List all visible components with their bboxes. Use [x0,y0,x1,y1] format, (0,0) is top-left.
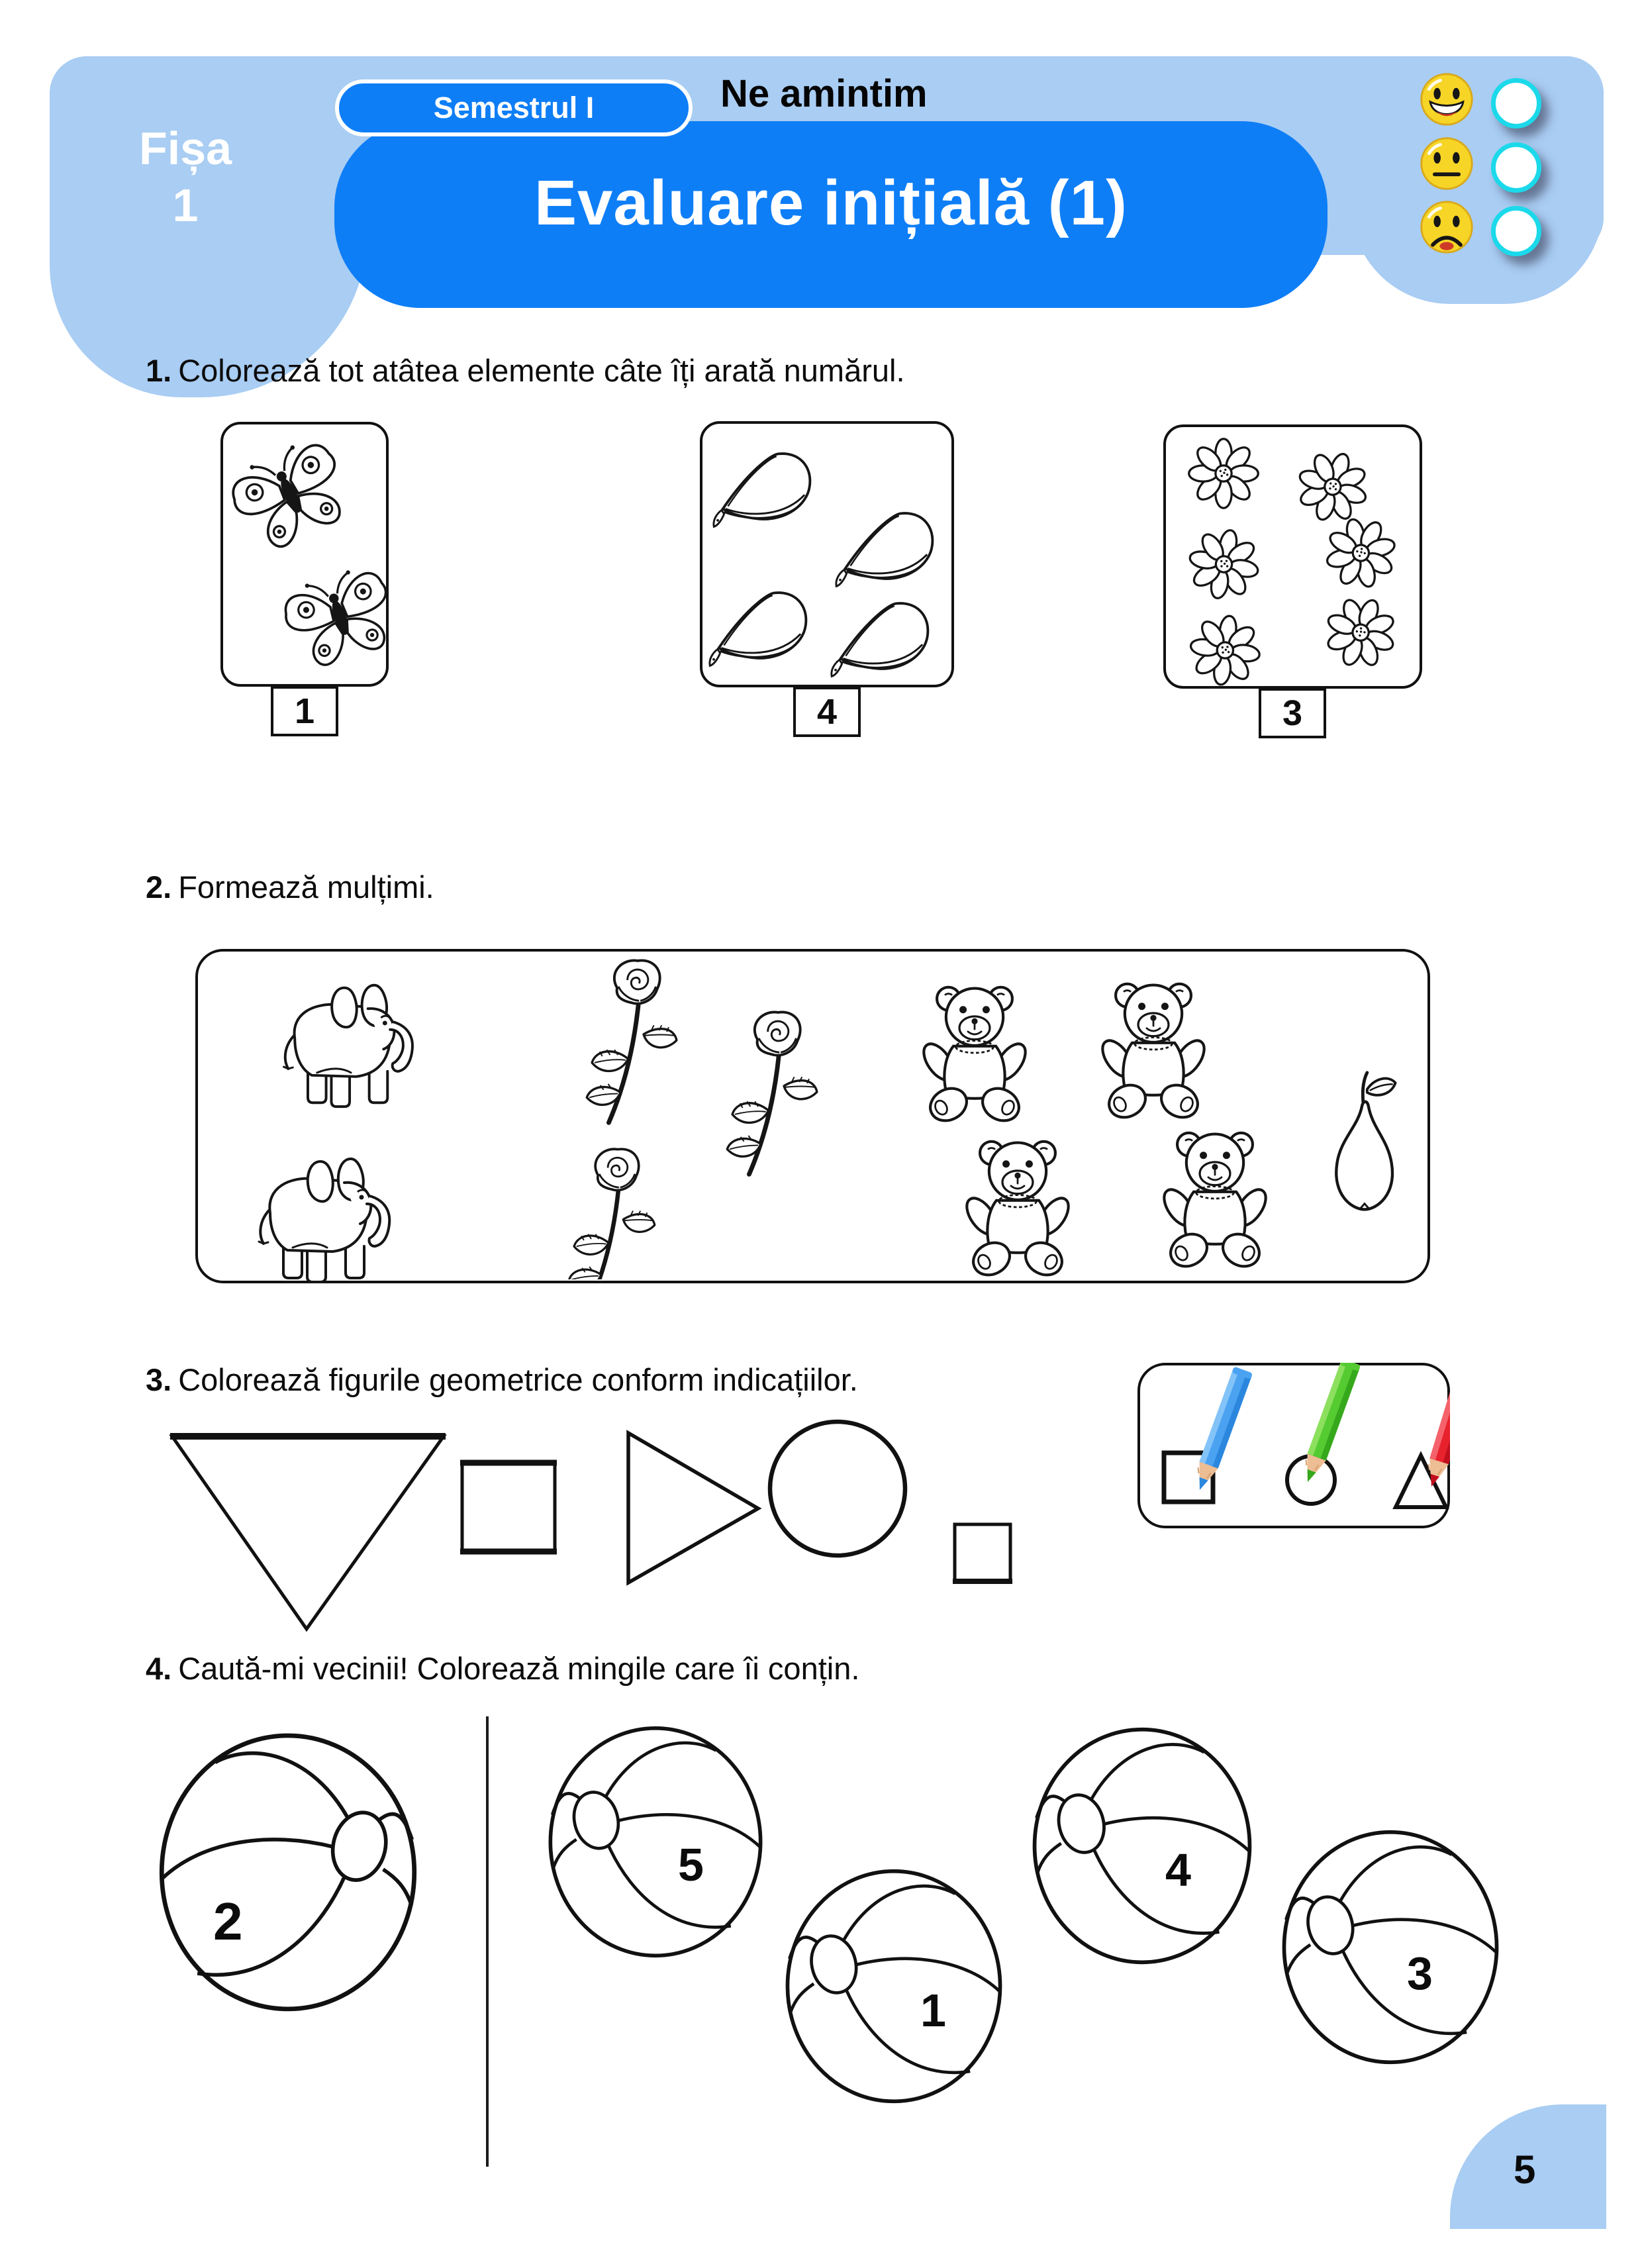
assessment-circle-sad[interactable] [1491,206,1541,256]
exercise-1-number: 1. [146,353,172,388]
exercise-4-instruction [146,1650,859,1687]
ball-number: 4 [1165,1844,1191,1896]
fisa-label-block [99,124,271,230]
rose-icon [559,958,679,1136]
count-label-4: 4 [816,692,838,732]
count-label-box [793,687,861,737]
assessment-circle-neutral[interactable] [1491,142,1541,193]
exercise-3-number: 3. [146,1362,172,1397]
pear-icon [1314,1067,1414,1222]
assessment-circle-happy[interactable] [1491,78,1541,128]
pencil-case-icon [826,595,936,687]
exercise-2-instruction [146,869,434,905]
flower-icon [1179,520,1268,612]
page-number: 5 [1514,2147,1536,2192]
beach-ball-icon [1278,1822,1503,2077]
beach-ball-icon [142,1730,434,2019]
exercise-2-text: Formează mulțimi. [178,869,434,905]
rose-icon [700,1010,819,1187]
ball-number: 1 [920,1985,946,2036]
beach-ball-icon [781,1862,1006,2114]
title-bar [334,121,1328,308]
fisa-label: Fișa [138,123,232,174]
color-legend-art [1137,1363,1450,1528]
semester-badge [335,79,693,136]
exercise-3-text: Colorează figurile geometrice conform indicațiilor. [178,1362,858,1397]
ball-number: 2 [213,1892,243,1951]
triangle-right-shape [624,1429,763,1588]
square-shape [459,1459,558,1555]
exercise-2-number: 2. [146,869,172,905]
elephant-icon [270,973,436,1117]
exercise-4-text: Caută-mi vecinii! Colorează mingile care îi conțin. [178,1651,860,1686]
flower-icon [1183,609,1267,695]
beach-ball-icon [544,1719,767,1969]
ball-number: 3 [1407,1948,1433,1999]
exercise-3-instruction [146,1361,858,1398]
count-label-box [271,686,338,736]
teddy-bear-icon [915,978,1034,1130]
semester-badge-label: Semestrul I [433,91,595,124]
sad-face-icon [1418,199,1475,256]
exercise-1-text: Colorează tot atâtea elemente câte îți arată numărul. [178,353,905,388]
teddy-bear-icon [958,1132,1077,1285]
blue-pencil-icon [1190,1367,1253,1494]
count-label-1: 1 [294,691,315,731]
elephant-icon [246,1147,412,1293]
circle-shape [765,1417,910,1560]
small-square-shape [952,1522,1013,1585]
triangle-down-shape [166,1427,450,1636]
pencil-case-icon [704,584,814,677]
fisa-number: 1 [172,179,199,231]
section-label: Ne amintim [720,72,928,115]
pencil-case-icon [831,505,940,597]
rose-icon [543,1147,657,1283]
page-title: Evaluare inițială (1) [534,168,1128,238]
happy-face-icon [1418,71,1475,128]
pencil-case-icon [708,445,818,538]
flower-icon [1186,436,1261,514]
exercise-4-number: 4. [146,1651,172,1686]
header-band-right [1351,56,1604,304]
count-label-3: 3 [1282,693,1303,733]
neutral-face-icon [1418,135,1475,192]
ball-number: 5 [678,1839,704,1891]
exercise-1-instruction [146,352,905,389]
count-label-box [1259,688,1326,738]
exercise-4-divider [486,1716,489,2167]
teddy-bear-icon [1094,975,1213,1127]
beach-ball-icon [1028,1720,1256,1975]
teddy-bear-icon [1155,1124,1275,1276]
